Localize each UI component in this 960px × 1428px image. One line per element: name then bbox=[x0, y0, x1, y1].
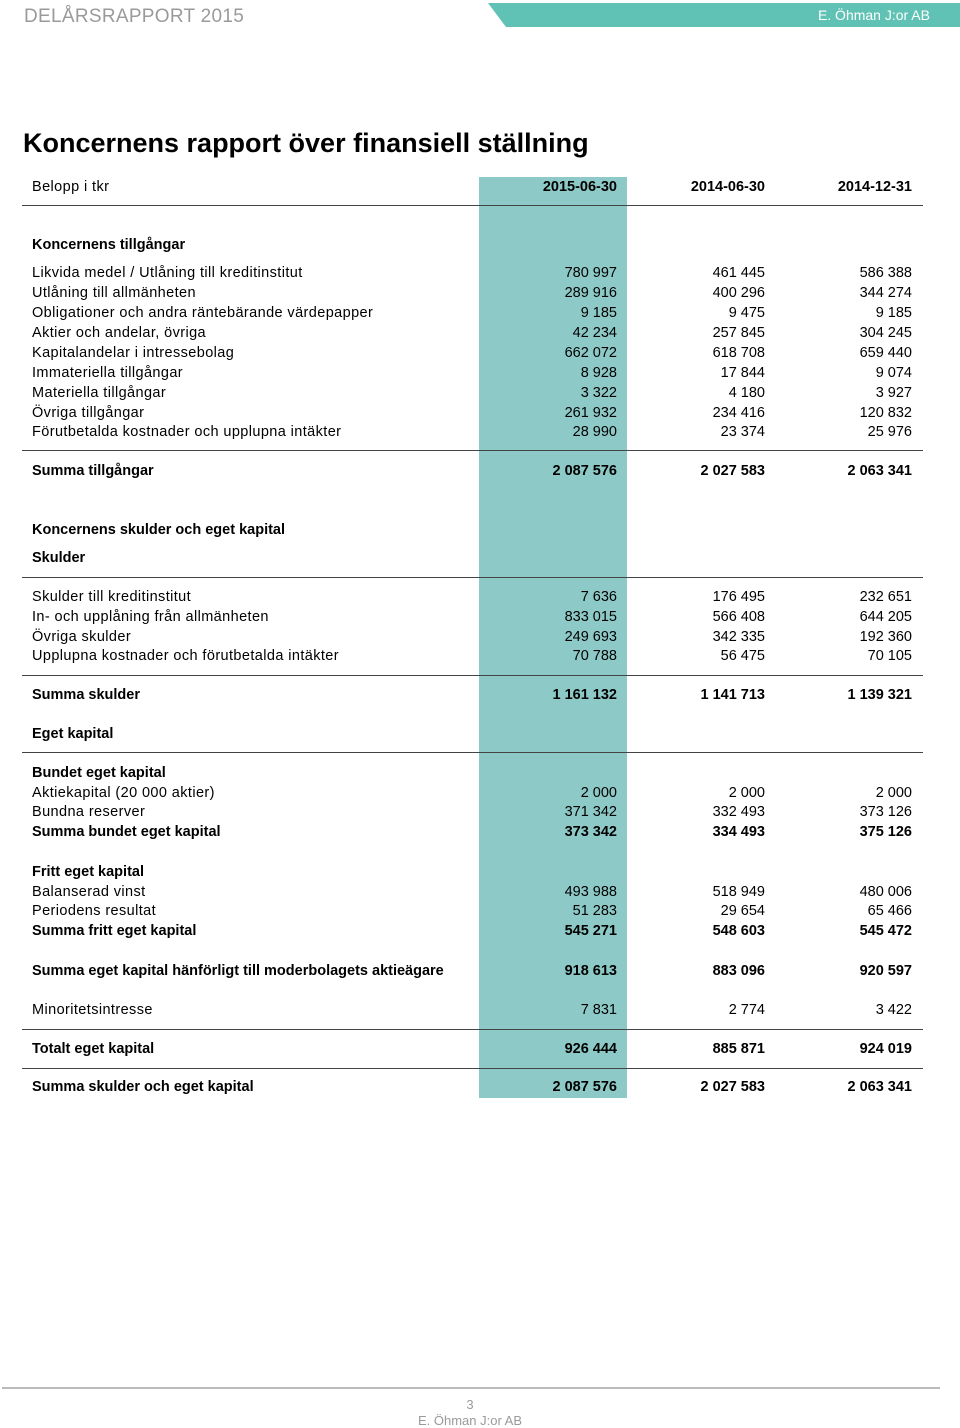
row-value: 56 475 bbox=[720, 648, 765, 664]
report-header-title: DELÅRSRAPPORT 2015 bbox=[24, 6, 245, 27]
grand-total-row bbox=[32, 1077, 912, 1097]
row-value: 662 072 bbox=[564, 345, 617, 361]
subtotal-row bbox=[32, 822, 912, 842]
row-value: 480 006 bbox=[859, 884, 912, 900]
row-value: 8 928 bbox=[580, 365, 617, 381]
column-label: Belopp i tkr bbox=[32, 179, 110, 195]
row-value: 586 388 bbox=[859, 265, 912, 281]
row-value: 65 466 bbox=[867, 903, 912, 919]
row-label: Utlåning till allmänheten bbox=[32, 285, 196, 301]
free-equity-heading: Fritt eget kapital bbox=[32, 864, 144, 880]
table-row bbox=[32, 283, 912, 303]
row-value: 2 000 bbox=[728, 785, 765, 801]
grand-total-value: 2 027 583 bbox=[700, 1079, 765, 1095]
row-label: Kapitalandelar i intressebolag bbox=[32, 345, 235, 361]
row-label: Obligationer och andra räntebärande värdepapper bbox=[32, 305, 374, 321]
row-value: 7 831 bbox=[580, 1002, 617, 1018]
total-value: 885 871 bbox=[712, 1041, 765, 1057]
section-heading bbox=[32, 520, 912, 540]
row-label: Likvida medel / Utlåning till kreditinstitut bbox=[32, 265, 303, 281]
row-value: 4 180 bbox=[728, 385, 765, 401]
divider bbox=[22, 675, 923, 676]
row-value: 42 234 bbox=[572, 325, 617, 341]
row-value: 3 422 bbox=[875, 1002, 912, 1018]
table-row bbox=[32, 607, 912, 627]
row-value: 3 322 bbox=[580, 385, 617, 401]
row-label: Aktiekapital (20 000 aktier) bbox=[32, 785, 215, 801]
section-heading bbox=[32, 235, 912, 255]
row-value: 2 774 bbox=[728, 1002, 765, 1018]
row-label: Upplupna kostnader och förutbetalda intäkter bbox=[32, 648, 339, 664]
row-value: 304 245 bbox=[859, 325, 912, 341]
row-label: Balanserad vinst bbox=[32, 884, 146, 900]
header-company: E. Öhman J:or AB bbox=[817, 7, 930, 23]
table-row bbox=[32, 303, 912, 323]
row-value: 70 105 bbox=[867, 648, 912, 664]
subtotal-value: 920 597 bbox=[859, 963, 912, 979]
table-row bbox=[32, 901, 912, 921]
subtotal-value: 375 126 bbox=[859, 824, 912, 840]
table-row bbox=[32, 802, 912, 822]
subtotal-row bbox=[32, 921, 912, 941]
total-label: Summa tillgångar bbox=[32, 463, 154, 479]
table-row bbox=[32, 323, 912, 343]
subsection-heading bbox=[32, 763, 912, 783]
row-value: 833 015 bbox=[564, 609, 617, 625]
subtotal-label: Summa fritt eget kapital bbox=[32, 923, 197, 939]
total-value: 924 019 bbox=[859, 1041, 912, 1057]
subtotal-label: Summa eget kapital hänförligt till moderbolagets aktieägare bbox=[32, 963, 444, 979]
header-divider bbox=[22, 205, 923, 206]
row-value: 493 988 bbox=[564, 884, 617, 900]
row-value: 461 445 bbox=[712, 265, 765, 281]
total-value: 2 087 576 bbox=[552, 463, 617, 479]
total-label: Summa skulder bbox=[32, 687, 140, 703]
row-value: 344 274 bbox=[859, 285, 912, 301]
page-number: 3 bbox=[466, 1397, 474, 1412]
row-label: Periodens resultat bbox=[32, 903, 157, 919]
column-header-2014-06-30: 2014-06-30 bbox=[690, 179, 765, 195]
table-row bbox=[32, 343, 912, 363]
column-header-row bbox=[32, 177, 912, 197]
row-value: 51 283 bbox=[572, 903, 617, 919]
total-value: 1 139 321 bbox=[847, 687, 912, 703]
page-title: Koncernens rapport över finansiell ställning bbox=[23, 128, 589, 158]
grand-total-value: 2 063 341 bbox=[847, 1079, 912, 1095]
row-value: 373 126 bbox=[859, 804, 912, 820]
row-value: 249 693 bbox=[564, 629, 617, 645]
total-row bbox=[32, 685, 912, 705]
subtotal-label: Summa bundet eget kapital bbox=[32, 824, 221, 840]
row-value: 9 185 bbox=[580, 305, 617, 321]
row-label: Immateriella tillgångar bbox=[32, 365, 184, 381]
table-row bbox=[32, 422, 912, 442]
subtotal-value: 548 603 bbox=[712, 923, 765, 939]
subtotal-value: 918 613 bbox=[564, 963, 617, 979]
table-row bbox=[32, 363, 912, 383]
row-label: Bundna reserver bbox=[32, 804, 146, 820]
assets-heading: Koncernens tillgångar bbox=[32, 237, 186, 253]
row-label: Minoritetsintresse bbox=[32, 1002, 153, 1018]
subtotal-value: 545 472 bbox=[859, 923, 912, 939]
row-value: 70 788 bbox=[572, 648, 617, 664]
total-label: Totalt eget kapital bbox=[32, 1041, 155, 1057]
row-value: 2 000 bbox=[580, 785, 617, 801]
total-value: 1 161 132 bbox=[552, 687, 617, 703]
row-label: Materiella tillgångar bbox=[32, 385, 167, 401]
restricted-equity-heading: Bundet eget kapital bbox=[32, 765, 166, 781]
row-value: 17 844 bbox=[720, 365, 765, 381]
row-value: 28 990 bbox=[572, 424, 617, 440]
table-row bbox=[32, 587, 912, 607]
subsection-heading bbox=[32, 862, 912, 882]
total-row bbox=[32, 461, 912, 481]
row-value: 23 374 bbox=[720, 424, 765, 440]
divider bbox=[22, 1068, 923, 1069]
total-value: 1 141 713 bbox=[700, 687, 765, 703]
divider bbox=[22, 752, 923, 753]
row-value: 234 416 bbox=[712, 405, 765, 421]
row-value: 566 408 bbox=[712, 609, 765, 625]
footer-divider bbox=[2, 1387, 940, 1389]
row-value: 25 976 bbox=[867, 424, 912, 440]
row-value: 29 654 bbox=[720, 903, 765, 919]
row-value: 780 997 bbox=[564, 265, 617, 281]
total-value: 2 027 583 bbox=[700, 463, 765, 479]
row-value: 257 845 bbox=[712, 325, 765, 341]
row-value: 192 360 bbox=[859, 629, 912, 645]
row-value: 342 335 bbox=[712, 629, 765, 645]
column-header-2014-12-31: 2014-12-31 bbox=[837, 179, 912, 195]
divider bbox=[22, 450, 923, 451]
subtotal-row bbox=[32, 961, 912, 981]
row-value: 289 916 bbox=[564, 285, 617, 301]
total-value: 2 063 341 bbox=[847, 463, 912, 479]
table-row bbox=[32, 627, 912, 647]
divider bbox=[22, 577, 923, 578]
subtotal-value: 545 271 bbox=[564, 923, 617, 939]
liabilities-heading: Skulder bbox=[32, 550, 86, 566]
row-label: Förutbetalda kostnader och upplupna intäkter bbox=[32, 424, 342, 440]
row-label: Övriga skulder bbox=[32, 629, 132, 645]
table-row bbox=[32, 783, 912, 803]
table-row bbox=[32, 882, 912, 902]
row-value: 332 493 bbox=[712, 804, 765, 820]
row-value: 3 927 bbox=[875, 385, 912, 401]
table-row bbox=[32, 383, 912, 403]
row-value: 9 185 bbox=[875, 305, 912, 321]
row-label: In- och upplåning från allmänheten bbox=[32, 609, 269, 625]
divider bbox=[22, 1029, 923, 1030]
row-value: 2 000 bbox=[875, 785, 912, 801]
row-value: 176 495 bbox=[712, 589, 765, 605]
subsection-heading bbox=[32, 548, 912, 568]
row-label: Skulder till kreditinstitut bbox=[32, 589, 192, 605]
row-value: 261 932 bbox=[564, 405, 617, 421]
total-row bbox=[32, 1039, 912, 1059]
row-value: 659 440 bbox=[859, 345, 912, 361]
row-value: 9 074 bbox=[875, 365, 912, 381]
table-row bbox=[32, 263, 912, 283]
row-value: 120 832 bbox=[859, 405, 912, 421]
row-value: 400 296 bbox=[712, 285, 765, 301]
table-row bbox=[32, 403, 912, 423]
subtotal-value: 373 342 bbox=[564, 824, 617, 840]
grand-total-label: Summa skulder och eget kapital bbox=[32, 1079, 254, 1095]
table-row bbox=[32, 646, 912, 666]
row-label: Aktier och andelar, övriga bbox=[32, 325, 207, 341]
column-header-2015-06-30: 2015-06-30 bbox=[542, 179, 617, 195]
footer-company: E. Öhman J:or AB bbox=[417, 1413, 523, 1428]
row-value: 644 205 bbox=[859, 609, 912, 625]
row-value: 232 651 bbox=[859, 589, 912, 605]
row-label: Övriga tillgångar bbox=[32, 405, 145, 421]
subtotal-value: 334 493 bbox=[712, 824, 765, 840]
row-value: 9 475 bbox=[728, 305, 765, 321]
equity-heading: Eget kapital bbox=[32, 726, 114, 742]
subtotal-value: 883 096 bbox=[712, 963, 765, 979]
subsection-heading bbox=[32, 724, 912, 744]
total-value: 926 444 bbox=[564, 1041, 617, 1057]
row-value: 518 949 bbox=[712, 884, 765, 900]
table-row bbox=[32, 1000, 912, 1020]
row-value: 7 636 bbox=[580, 589, 617, 605]
grand-total-value: 2 087 576 bbox=[552, 1079, 617, 1095]
liabilities-equity-heading: Koncernens skulder och eget kapital bbox=[32, 522, 286, 538]
row-value: 618 708 bbox=[712, 345, 765, 361]
row-value: 371 342 bbox=[564, 804, 617, 820]
